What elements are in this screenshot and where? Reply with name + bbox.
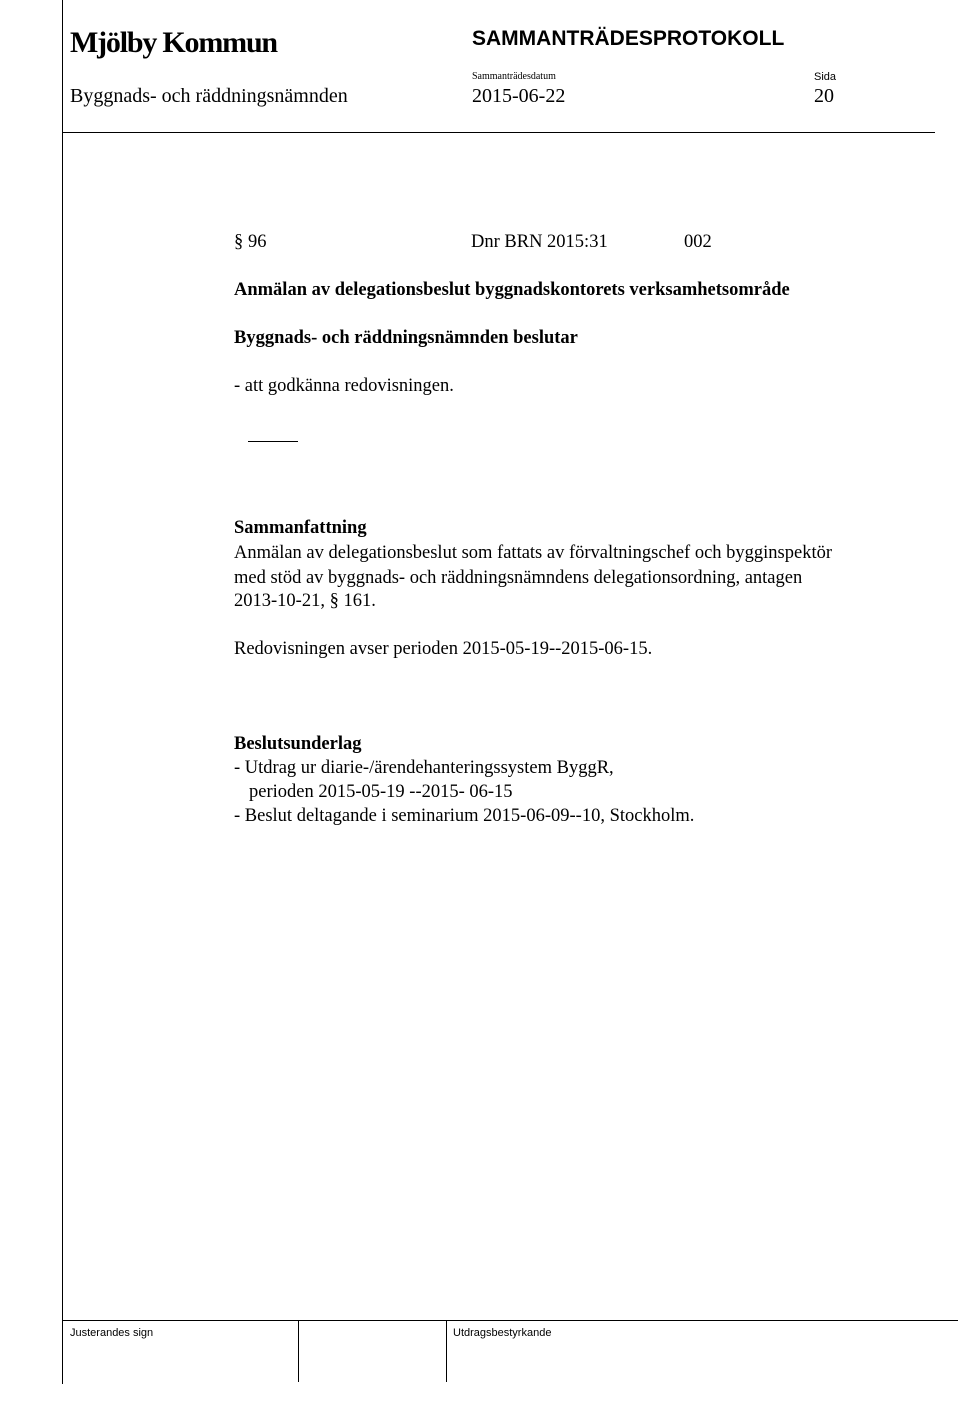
section-number: 96 xyxy=(248,232,267,252)
committee-name: Byggnads- och räddningsnämnden xyxy=(70,85,348,107)
summary-line-2: med stöd av byggnads- och räddningsnämndens delegationsordning, antagen xyxy=(234,568,803,588)
paragraph-number: 161. xyxy=(343,591,376,611)
date-label: Sammanträdesdatum xyxy=(472,71,556,82)
footer-divider-1 xyxy=(298,1320,299,1382)
municipality-name: Mjölby Kommun xyxy=(70,26,277,59)
header-rule xyxy=(62,132,935,133)
dnr-code: 002 xyxy=(684,232,712,252)
footer-divider-2 xyxy=(446,1320,447,1382)
summary-line-3 xyxy=(234,589,376,613)
section-title: Anmälan av delegationsbeslut byggnadskontorets verksamhetsområde xyxy=(234,280,790,300)
section-symbol: § xyxy=(234,232,244,252)
signature-label: Justerandes sign xyxy=(70,1327,154,1339)
paragraph-symbol: § xyxy=(329,591,339,611)
document-type: SAMMANTRÄDESPROTOKOLL xyxy=(472,27,785,50)
basis-heading: Beslutsunderlag xyxy=(234,734,362,754)
footer-rule xyxy=(62,1320,958,1321)
dnr: Dnr BRN 2015:31 xyxy=(471,232,608,252)
meeting-date: 2015-06-22 xyxy=(472,85,566,107)
summary-period: Redovisningen avser perioden 2015-05-19--2015-06-15. xyxy=(234,639,653,659)
summary-line-1: Anmälan av delegationsbeslut som fattats av förvaltningschef och bygginspektör xyxy=(234,543,833,563)
page-number: 20 xyxy=(814,85,834,107)
adoption-date: 2013-10-21, xyxy=(234,591,325,611)
basis-item-1-period: perioden 2015-05-19 --2015- 06-15 xyxy=(249,782,513,802)
decision-text: - att godkänna redovisningen. xyxy=(234,376,454,396)
short-separator xyxy=(248,441,298,442)
basis-item-1: - Utdrag ur diarie-/ärendehanteringssystem ByggR, xyxy=(234,758,614,778)
basis-item-2: - Beslut deltagande i seminarium 2015-06-09--10, Stockholm. xyxy=(234,806,695,826)
decision-heading: Byggnads- och räddningsnämnden beslutar xyxy=(234,328,578,348)
extract-certification-label: Utdragsbestyrkande xyxy=(453,1327,552,1339)
page-label: Sida xyxy=(814,71,837,83)
left-margin-line xyxy=(62,0,63,1384)
summary-heading: Sammanfattning xyxy=(234,518,367,538)
